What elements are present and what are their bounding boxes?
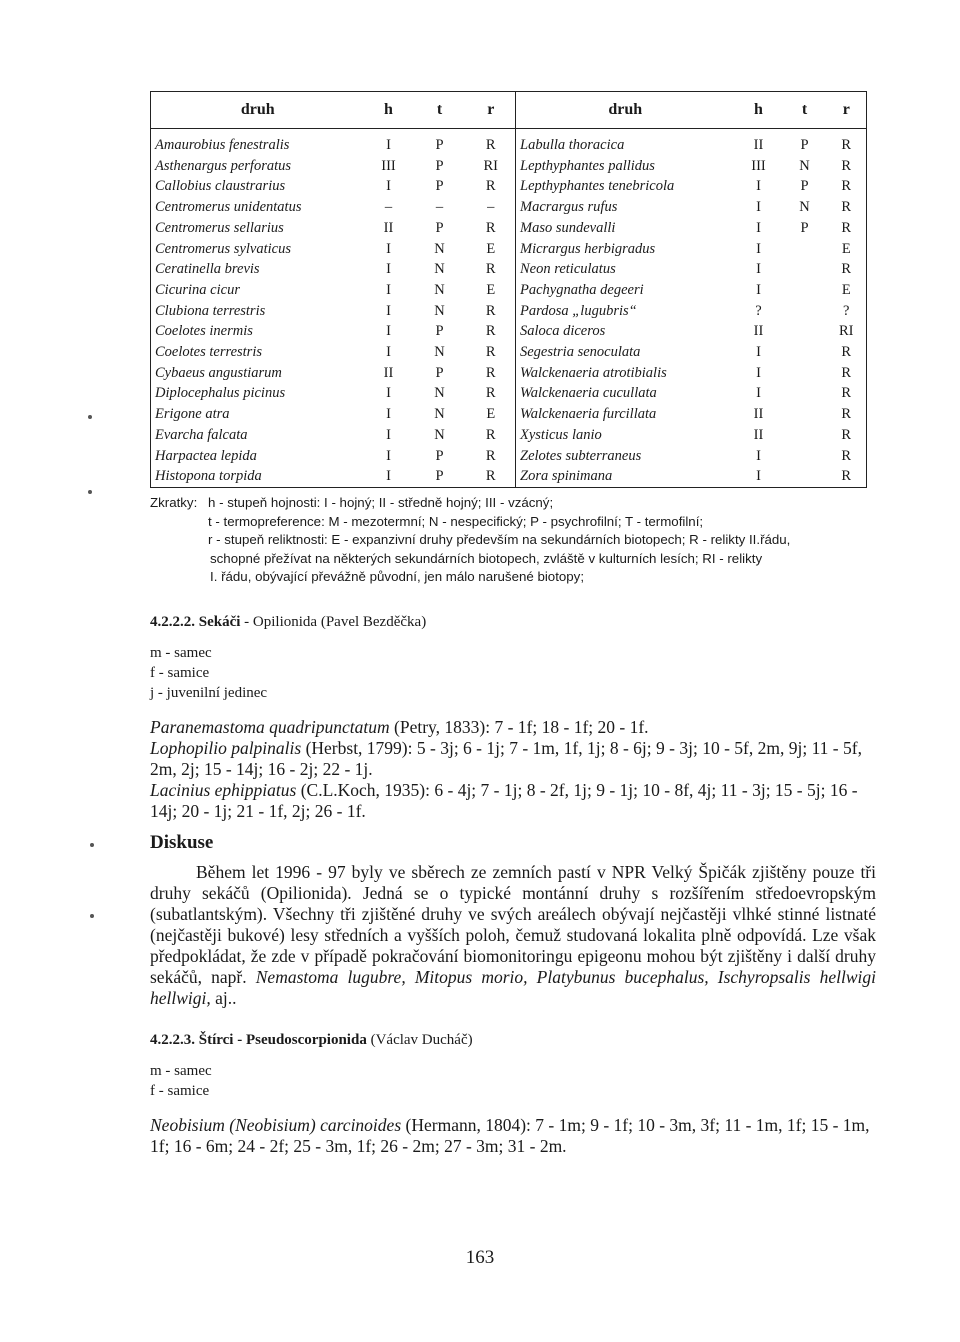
diskuse-paragraph [150, 862, 876, 1009]
margin-dot [90, 914, 94, 918]
value-cell: I [756, 447, 761, 464]
value-cell: R [841, 157, 852, 174]
value-cell: E [467, 404, 516, 425]
species-name-cell: Ceratinella brevis [155, 261, 260, 278]
value-cell [783, 363, 827, 384]
species-name-cell: Centromerus unidentatus [155, 199, 302, 216]
value-cell: R [467, 383, 516, 404]
value-cell: I [386, 406, 391, 423]
margin-dot [88, 490, 92, 494]
species-name-cell: Erigone atra [155, 406, 230, 423]
value-cell: I [756, 261, 761, 278]
section-subtitle: - Opilionida (Pavel Bezděčka) [244, 614, 427, 630]
species-name-cell: Asthenargus perforatus [155, 157, 292, 174]
species-name-cell: Cicurina cicur [155, 281, 240, 298]
species-name: Lophopilio palpinalis [150, 738, 302, 758]
value-cell: II [753, 406, 764, 423]
value-cell: P [435, 447, 444, 464]
table-row [151, 321, 867, 342]
column-header: t [413, 92, 467, 129]
value-cell: I [386, 447, 391, 464]
value-cell: N [434, 406, 445, 423]
column-header: t [783, 92, 827, 129]
value-cell: R [841, 178, 852, 195]
column-header: druh [516, 92, 735, 129]
table-row [151, 176, 867, 197]
species-name-cell: Coelotes terrestris [155, 344, 263, 361]
species-name-cell: Pachygnatha degeeri [520, 281, 644, 298]
table-row [151, 301, 867, 322]
value-cell: R [467, 342, 516, 363]
value-cell: N [434, 281, 445, 298]
value-cell: P [800, 219, 809, 236]
species-name-cell: Clubiona terrestris [155, 302, 266, 319]
table-row [151, 129, 867, 156]
table-header-row [151, 92, 867, 129]
value-cell: I [756, 199, 761, 216]
value-cell: I [756, 385, 761, 402]
value-cell: R [467, 176, 516, 197]
species-record [150, 780, 876, 822]
column-header: h [365, 92, 413, 129]
value-cell [783, 301, 827, 322]
species-name-cell: Evarcha falcata [155, 426, 248, 443]
value-cell: P [435, 364, 444, 381]
legend-t: t - termopreference: M - mezotermní; N - nespecifický; P - psychrofilní; T - termofilní; [208, 513, 704, 529]
table-row [151, 239, 867, 260]
species-name-cell: Coelotes inermis [155, 323, 253, 340]
margin-dot [88, 415, 92, 419]
value-cell: R [841, 447, 852, 464]
value-cell: N [434, 261, 445, 278]
value-cell: N [434, 240, 445, 257]
value-cell: – [467, 197, 516, 218]
value-cell: I [386, 385, 391, 402]
legend-r-cont: I. řádu, obývající převážně původní, jen málo narušené biotopy; [210, 569, 585, 584]
value-cell: E [841, 281, 851, 298]
value-cell: E [841, 240, 851, 257]
species-name-cell: Harpactea lepida [155, 447, 257, 464]
legend-label: Zkratky: [150, 495, 198, 510]
species-records [150, 1115, 876, 1157]
value-cell [783, 383, 827, 404]
value-cell: RI [839, 323, 854, 340]
value-cell: R [467, 466, 516, 487]
species-name-cell: Xysticus lanio [520, 426, 602, 443]
opilionida-section [150, 614, 876, 822]
section-heading [150, 614, 876, 631]
table-row [151, 425, 867, 446]
table-row [151, 197, 867, 218]
diskuse-text-end: aj.. [210, 988, 237, 1008]
value-cell: III [751, 157, 766, 174]
value-cell: N [434, 426, 445, 443]
value-cell: I [756, 344, 761, 361]
value-cell: I [386, 426, 391, 443]
value-cell: ? [755, 302, 762, 319]
column-header: r [827, 92, 867, 129]
value-cell: ? [843, 302, 850, 319]
column-header: h [735, 92, 783, 129]
section-heading [150, 1032, 876, 1049]
value-cell [783, 425, 827, 446]
value-cell: R [467, 321, 516, 342]
diskuse-species: Nemastoma lugubre, Mitopus morio, Platybunus bucephalus, Ischyropsalis hellwigi hellwigi, [150, 967, 876, 1008]
value-cell: R [467, 301, 516, 322]
value-cell: II [383, 219, 394, 236]
value-cell: R [841, 219, 852, 236]
record-text: (Herbst, 1799): 5 - 3j; 6 - 1j; 7 - 1m, 1f, 1j; 8 - 6j; 9 - 3j; 10 - 5f, 2m, 9j; 11 - 5f, 2m, 2j; 15 - 14j; 16 - 2j; 22 - 1j. [150, 738, 862, 779]
page-number: 163 [465, 1247, 495, 1268]
table-row [151, 342, 867, 363]
value-cell: I [756, 364, 761, 381]
value-cell: I [386, 281, 391, 298]
table-row [151, 280, 867, 301]
species-record [150, 1115, 876, 1157]
value-cell: R [841, 468, 852, 485]
species-name-cell: Micrargus herbigradus [520, 240, 656, 257]
value-cell [783, 466, 827, 487]
value-cell: R [841, 364, 852, 381]
section-title: Štírci - Pseudoscorpionida [198, 1032, 367, 1048]
species-name-cell: Maso sundevalli [520, 219, 616, 236]
species-name-cell: Callobius claustrarius [155, 178, 286, 195]
section-number: 4.2.2.2. [150, 614, 195, 630]
section-subtitle: (Václav Ducháč) [366, 1032, 473, 1048]
value-cell: I [756, 468, 761, 485]
species-table [150, 91, 867, 488]
diskuse-text: Během let 1996 - 97 byly ve sběrech ze zemních pastí v NPR Velký Špičák zjištěny pouze tři druhy sekáčů (Opilionida). Jedná se o typické montánní druhy s rozšířením středoevropským (subatlantským). Všechny tři zjištěné druhy ve svých areálech obývají nejčastěji vlhké stinné listnaté (nejčastěji bukové) lesy středních a vyšších poloh, čemuž studovaná lokalita plně odpovídá. Lze však předpokládat, že zde v případě pokračování biomonitoringu epigeonu mohou být zjištěny i další druhy sekáčů, např. [150, 862, 876, 987]
value-cell: RI [467, 156, 516, 177]
margin-dot [90, 843, 94, 847]
legend-h: h - stupeň hojnosti: I - hojný; II - středně hojný; III - vzácný; [208, 495, 554, 510]
value-cell: II [753, 137, 764, 153]
species-name-cell: Walckenaeria cucullata [520, 385, 657, 402]
value-cell: I [756, 178, 761, 195]
value-cell: P [800, 137, 809, 153]
value-cell: R [841, 385, 852, 402]
species-name-cell: Walckenaeria atrotibialis [520, 364, 667, 381]
value-cell [783, 239, 827, 260]
table-row [151, 218, 867, 239]
species-name-cell: Walckenaeria furcillata [520, 406, 657, 423]
species-name-cell: Labulla thoracica [520, 137, 625, 153]
species-name-cell: Saloca diceros [520, 323, 606, 340]
record-text: (Petry, 1833): 7 - 1f; 18 - 1f; 20 - 1f. [389, 717, 649, 737]
value-cell: N [434, 344, 445, 361]
section-title: Sekáči [198, 614, 241, 630]
value-cell: I [386, 302, 391, 319]
record-text: (C.L.Koch, 1935): 6 - 4j; 7 - 1j; 8 - 2f, 1j; 9 - 1j; 10 - 8f, 4j; 11 - 3j; 15 - 5j; 16 - 14j; 20 - 1j; 21 - 1f, 2j; 26 - 1f. [150, 780, 858, 821]
species-table-body [151, 129, 867, 488]
value-cell [783, 321, 827, 342]
value-cell: P [435, 219, 444, 236]
species-name-cell: Lepthyphantes pallidus [520, 157, 655, 174]
value-cell: P [435, 468, 444, 485]
abbreviation-line: m - samec [150, 645, 212, 661]
value-cell: R [841, 406, 852, 423]
species-name-cell: Amaurobius fenestralis [155, 137, 290, 153]
value-cell [783, 280, 827, 301]
value-cell: I [386, 468, 391, 485]
value-cell: I [386, 323, 391, 340]
value-cell: R [467, 259, 516, 280]
value-cell: N [799, 199, 810, 216]
abbreviation-line: j - juvenilní jedinec [150, 685, 268, 701]
value-cell: R [841, 426, 852, 443]
species-name-cell: Histopona torpida [155, 468, 262, 485]
table-row [151, 404, 867, 425]
value-cell: P [435, 323, 444, 340]
value-cell: R [841, 344, 852, 361]
value-cell: II [753, 323, 764, 340]
species-name-cell: Cybaeus angustiarum [155, 364, 282, 381]
species-name-cell: Macrargus rufus [520, 199, 618, 216]
diskuse-section [150, 832, 876, 1009]
value-cell [783, 446, 827, 467]
species-record [150, 738, 876, 780]
value-cell: R [467, 425, 516, 446]
value-cell [783, 404, 827, 425]
value-cell: P [800, 178, 809, 195]
value-cell [783, 342, 827, 363]
abbreviation-line: m - samec [150, 1063, 212, 1079]
species-name-cell: Centromerus sellarius [155, 219, 284, 236]
value-cell: N [799, 157, 810, 174]
value-cell: I [386, 344, 391, 361]
value-cell: R [467, 218, 516, 239]
abbreviations-legend [150, 494, 880, 587]
value-cell: R [841, 137, 852, 153]
section-number: 4.2.2.3. [150, 1032, 195, 1048]
table-row [151, 466, 867, 487]
value-cell: N [434, 302, 445, 319]
abbreviation-line: f - samice [150, 1083, 210, 1099]
value-cell: I [756, 281, 761, 298]
value-cell: R [467, 446, 516, 467]
legend-r-cont: schopné přežívat na některých sekundárních biotopech, zvláště v kulturních lesích; RI - relikty [210, 550, 763, 566]
value-cell: III [381, 157, 396, 174]
value-cell: I [386, 178, 391, 195]
species-name-cell: Segestria senoculata [520, 344, 641, 361]
species-name-cell: Centromerus sylvaticus [155, 240, 291, 257]
value-cell: E [467, 280, 516, 301]
column-header: druh [151, 92, 365, 129]
value-cell: R [467, 129, 516, 156]
table-row [151, 446, 867, 467]
value-cell: II [383, 364, 394, 381]
diskuse-heading: Diskuse [150, 832, 214, 853]
value-cell: R [841, 199, 852, 216]
species-name: Paranemastoma quadripunctatum [150, 717, 390, 737]
column-header: r [467, 92, 516, 129]
value-cell: R [467, 363, 516, 384]
abbreviation-line: f - samice [150, 665, 210, 681]
value-cell: I [756, 219, 761, 236]
species-name: Lacinius ephippiatus [150, 780, 297, 800]
species-name-cell: Neon reticulatus [520, 261, 616, 278]
value-cell: I [386, 137, 391, 153]
pseudoscorpionida-section [150, 1032, 876, 1157]
value-cell: – [384, 199, 393, 216]
table-row [151, 259, 867, 280]
value-cell: II [753, 426, 764, 443]
species-records [150, 717, 876, 822]
species-name-cell: Zora spinimana [520, 468, 613, 485]
value-cell: I [756, 240, 761, 257]
species-record [150, 717, 876, 738]
value-cell: – [435, 199, 444, 216]
value-cell: P [435, 157, 444, 174]
species-name: Neobisium (Neobisium) carcinoides [150, 1115, 402, 1135]
value-cell: E [467, 239, 516, 260]
table-row [151, 383, 867, 404]
value-cell: R [841, 261, 852, 278]
legend-r: r - stupeň reliktnosti: E - expanzivní druhy především na sekundárních biotopech; R - relikty II.řádu, [208, 532, 791, 547]
record-text: (Hermann, 1804): 7 - 1m; 9 - 1f; 10 - 3m, 3f; 11 - 1m, 1f; 15 - 1m, 1f; 16 - 6m; 24 - 2f; 25 - 3m, 1f; 26 - 2m; 27 - 3m; 31 - 2m. [150, 1115, 870, 1156]
table-row [151, 363, 867, 384]
value-cell: I [386, 261, 391, 278]
species-name-cell: Lepthyphantes tenebricola [520, 178, 675, 195]
value-cell: P [435, 178, 444, 195]
species-name-cell: Zelotes subterraneus [520, 447, 642, 464]
value-cell [783, 259, 827, 280]
value-cell: N [434, 385, 445, 402]
table-row [151, 156, 867, 177]
species-name-cell: Pardosa „lugubris“ [520, 302, 637, 319]
value-cell: P [435, 137, 444, 153]
value-cell: I [386, 240, 391, 257]
species-name-cell: Diplocephalus picinus [155, 385, 286, 402]
